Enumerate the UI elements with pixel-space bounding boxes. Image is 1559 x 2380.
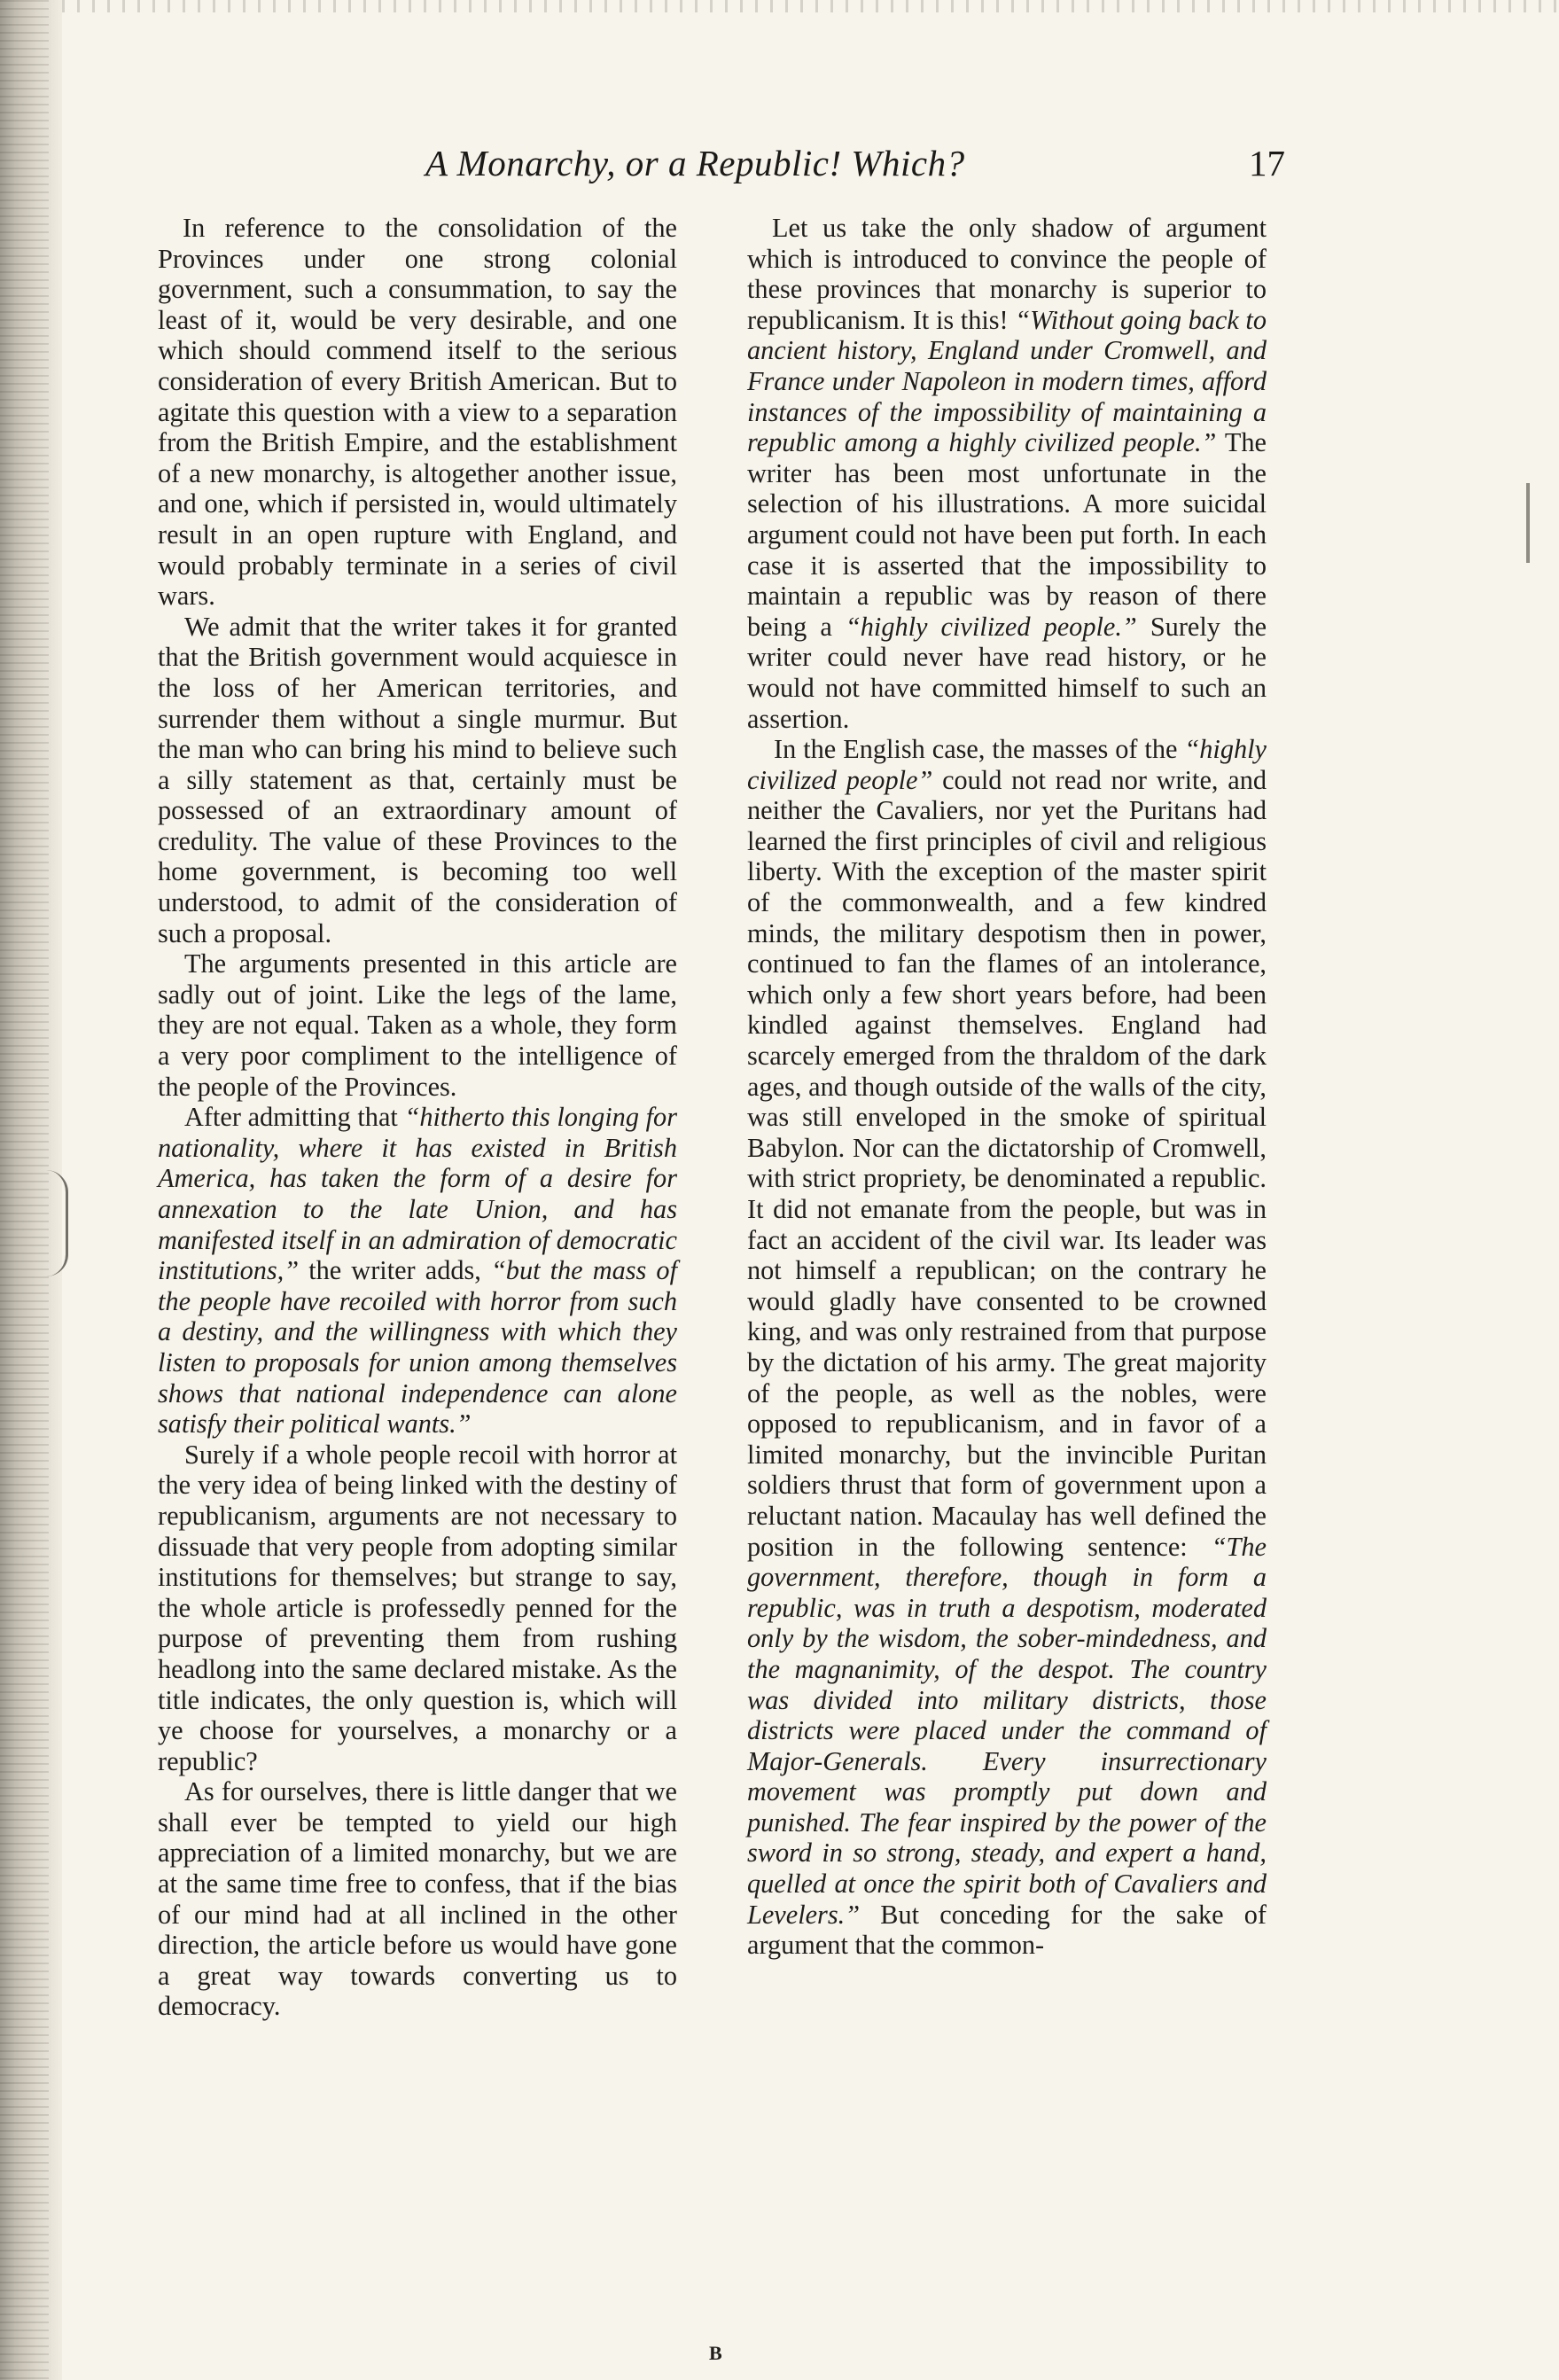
- right-paragraph-1: [747, 213, 1267, 734]
- right-paragraph-2-quote: “highly civilized people”: [747, 734, 1267, 795]
- right-paragraph-2-quote-2: “The government, therefore, though in form a republic, was in truth a despotism, moderated only by the wisdom, the sober-mindedness, and the magnanimity, of the despot. The country was divided into military districts, those districts were placed under the command of Major-Generals. Every insurrectionary movement was promptly put down and punished. The fear inspired by the power of the sword in so strong, steady, and expert a hand, quelled at once the spirit both of Cavaliers and Levelers.”: [747, 1531, 1267, 1930]
- right-paragraph-2-text-a: In the English case, the masses of the: [774, 734, 1185, 765]
- left-paragraph-6-text: As for ourselves, there is little danger that we shall ever be tempted to yield our high appreciation of a limited monarchy, but we are at the same time free to confess, that if the bias of our mind had at all inclined in the other direction, the article before us would have gone a great way towards converting us to democracy.: [158, 1776, 677, 2022]
- left-paragraph-4-text-b: the writer adds,: [299, 1255, 491, 1286]
- margin-bracket-mark: [46, 1170, 68, 1276]
- left-paragraph-2: [158, 612, 677, 949]
- left-paragraph-2-text: We admit that the writer takes it for granted that the British government would acquiesce in the loss of her American territories, and surrender them without a single murmur. But the man who can bring his mind to believe such a silly statement as that, certainly must be possessed of an extraordinary amount of credulity. The value of these Provinces to the home government, is becoming too well understood, to admit of the consideration of such a proposal.: [158, 611, 677, 948]
- right-paragraph-2-text-b: could not read nor write, and neither the Cavaliers, nor yet the Puritans had learned the first principles of civil and religious liberty. With the exception of the master spirit of the commonwealth, and a few kindred minds, the military despotism then in power, continued to fan the flames of an intolerance, which only a few short years before, had been kindled against themselves. England had scarcely emerged from the thraldom of the dark ages, and though outside of the walls of the city, was still enveloped in the smoke of spiritual Babylon. Nor can the dictatorship of Cromwell, with strict propriety, be denominated a republic. It did not emanate from the people, but was in fact an accident of the civil war. Its leader was not himself a republican; on the contrary he would gladly have consented to be crowned king, and was only restrained from that purpose by the dictation of his army. The great majority of the people, as well as the nobles, were opposed to republicanism, and in favor of a limited monarchy, but the invincible Puritan soldiers thrust that form of government upon a reluctant nation. Macaulay has well defined the position in the following sentence:: [747, 764, 1267, 1562]
- left-column: [158, 213, 677, 2022]
- right-paragraph-1-quote-2: “highly civilized people.”: [845, 611, 1137, 642]
- page-number: 17: [1249, 143, 1285, 183]
- left-paragraph-4-quote-1: “hitherto this longing for nationality, where it has existed in British America, has taken the form of a desire for annexation to the late Union, and has manifested itself in an admiration of democratic institutions,”: [158, 1102, 677, 1286]
- spine-texture: [0, 0, 49, 2380]
- running-title: A Monarchy, or a Republic! Which?: [425, 143, 965, 183]
- right-paragraph-2: [747, 734, 1267, 1961]
- left-paragraph-1: [158, 213, 677, 612]
- left-paragraph-5-text: Surely if a whole people recoil with horror at the very idea of being linked with the destiny of republicanism, arguments are not necessary to dissuade that very people from adopting similar institutions for themselves; but strange to say, the whole article is professedly penned for the purpose of preventing them from rushing headlong into the same declared mistake. As the title indicates, the only question is, which will ye choose for yourselves, a monarchy or a republic?: [158, 1439, 677, 1776]
- left-paragraph-4-quote-2: “but the mass of the people have recoiled with horror from such a destiny, and the willingness with which they listen to proposals for union among themselves shows that national independence can alone satisfy their political wants.”: [158, 1255, 677, 1440]
- left-paragraph-3-text: The arguments presented in this article are sadly out of joint. Like the legs of the lame, they are not equal. Taken as a whole, they form a very poor compliment to the intelligence of the people of the Provinces.: [158, 948, 677, 1102]
- left-paragraph-6: [158, 1776, 677, 2022]
- top-edge-noise: [62, 0, 1559, 12]
- right-paragraph-1-text-c: Surely the writer could never have read history, or he would not have committed himself to such an assertion.: [747, 611, 1267, 734]
- left-paragraph-5: [158, 1440, 677, 1777]
- right-paragraph-1-quote: “Without going back to ancient history, England under Cromwell, and France under Napoleon in modern times, afford instances of the impossibility of maintaining a republic among a highly civilized people.”: [747, 304, 1267, 458]
- right-paragraph-1-text-a: Let us take the only shadow of argument which is introduced to convince the people of these provinces that monarchy is superior to republicanism. It is this!: [747, 213, 1267, 335]
- margin-pencil-mark: [1526, 483, 1530, 563]
- right-paragraph-1-text-b: The writer has been most unfortunate in the selection of his illustrations. A more suicidal argument could not have been put forth. In each case it is asserted that the impossibility to maintain a republic was by reason of there being a: [747, 427, 1267, 642]
- left-paragraph-4-text-a: After admitting that: [184, 1102, 405, 1133]
- left-paragraph-3: [158, 948, 677, 1102]
- signature-mark: B: [709, 2342, 722, 2364]
- right-column: [747, 213, 1267, 1961]
- left-paragraph-4: [158, 1102, 677, 1440]
- right-paragraph-2-text-c: But conceding for the sake of argument that the common-: [747, 1899, 1267, 1961]
- page-header: [177, 142, 1285, 195]
- left-paragraph-1-text: In reference to the consolidation of the Provinces under one strong colonial government, such a consummation, to say the least of it, would be very desirable, and one which should commend itself to the serious consideration of every British American. But to agitate this question with a view to a separation from the British Empire, and the establishment of a new monarchy, is altogether another issue, and one, which if persisted in, would ultimately result in an open rupture with England, and would probably terminate in a series of civil wars.: [158, 213, 677, 612]
